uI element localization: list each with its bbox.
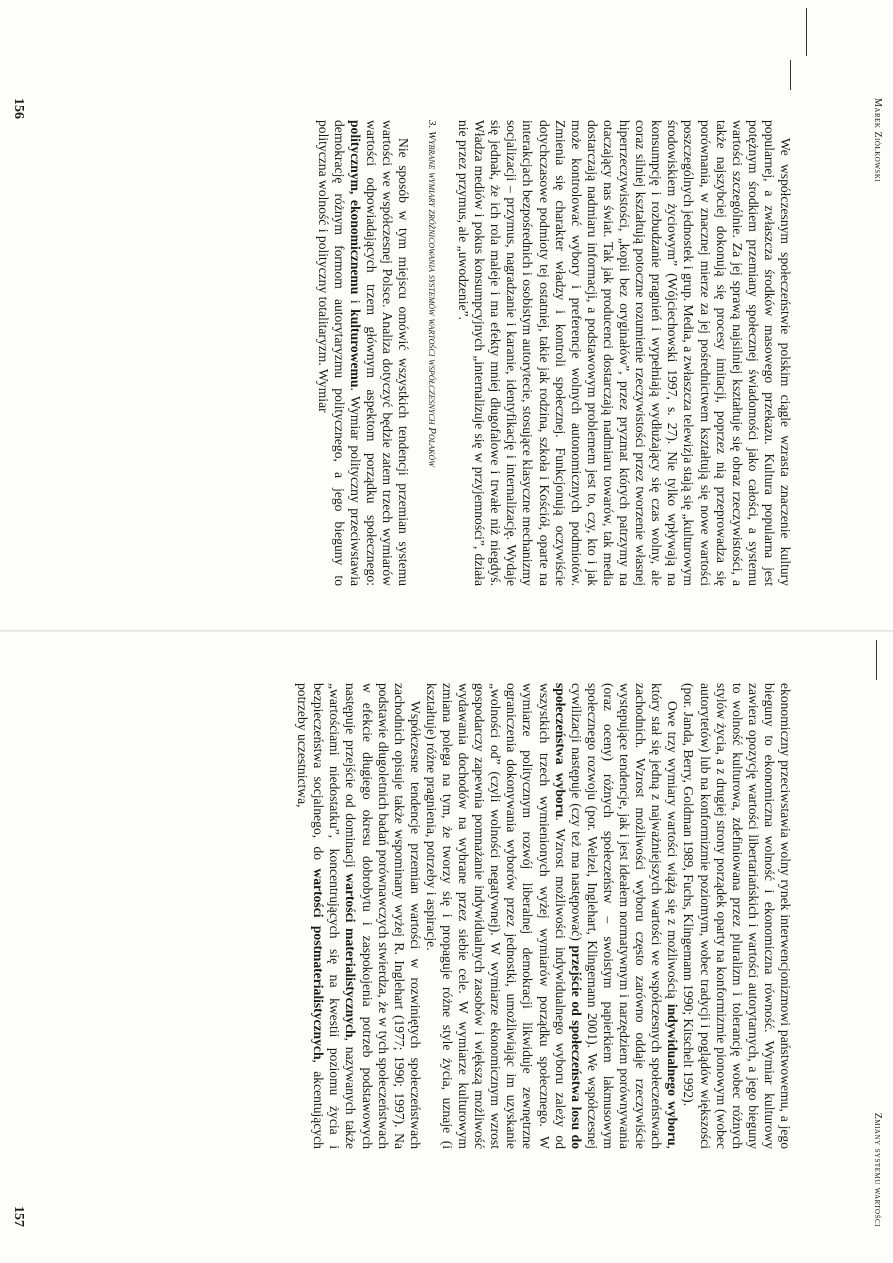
bold-term: wartości postmaterialistycznych — [311, 868, 327, 1060]
text-run: Nie sposób w tym miejscu omówić wszystkich tendencji przemian systemu wartości we współczesnej Polsce. Analiza dotyczyć będzie zatem trzech wymiarów wartości odpowiadających trzem głównym aspektom porządku społecznego: — [363, 120, 412, 586]
bold-term: przejście od społeczeństwa losu do społeczeństwa wyboru — [552, 683, 584, 1150]
right-page-body — [294, 683, 793, 1149]
paragraph — [294, 683, 423, 1149]
bold-term: m, — [347, 179, 363, 200]
text-run: . Wymiar polityczny przeciwstawia demokrację różnym formom autorytaryzmu politycznego, a jego bieguny to polityczna wolność i polityczny totalitaryzm. Wymiar — [315, 120, 363, 587]
text-run: . Wzrost możliwości indywidualnego wyboru zależy od wszystkich trzech wymienionych wyżej wymiarów porządku społecznego. W wymiarze politycznym rozwój liberalnej demokracji likwiduje zewnętrzne ograniczenia dokonywania wyborów przez jednostki, umożliwiając im uzyskanie „wolności od” (czyli wolności negatywnej). W wymiarze ekonomicznym wzrost gospodarczy zapewnia pomnażanie indywidualnych zasobów i większą możliwość wydawania dochodów na wybrane przez siebie cele. W wymiarze kulturowym zmiana polega na tym, że tworzy się i propaguje różne style życia, uznaje (i kształtuje) różne pragnienia, potrzeby i aspiracje. — [423, 683, 568, 1149]
text-run: i — [347, 294, 363, 310]
bold-term: ekonomicznemu — [347, 199, 363, 295]
bold-term: kulturowemu — [347, 309, 363, 388]
paragraph — [314, 120, 411, 586]
paragraph: ekonomiczny przeciwstawia wolny rynek interwencjonizmowi państwowemu, a jego bieguny to ekonomiczna wolność i ekonomiczna równość. Wymiar kulturowy zawiera opozycję wartości libertariańskich i wartości autorytarnych, a jego bieguny to wolność kulturowa, zdefiniowana przez pluralizm i tolerancję wobec różnych stylów życia, a z drugiej strony porządek oparty na konformizmie pionowym (wobec autorytetów) lub na konformizmie poziomym, wobec tradycji i poglądów większości (por. Janda, Berry, Goldman 1989, Fuchs, Klingemann 1990; Kitschelt 1992). — [681, 683, 793, 1149]
page-number: 156 — [11, 98, 26, 119]
text-run: , nazywanych także „wartościami niedostatku”, koncentrujących się na kwestii poziomu życia i bezpieczeństwa socjalnego, do — [311, 683, 359, 1149]
text-run: Współczesne tendencje przemian wartości w rozwiniętych społeczeństwach zachodnich opisuje także wspominany wyżej R. Inglehart (1977; 1990; 1997). Na podstawie długoletnich badań porównawczych stwierdza, że w tych społeczeństwach w efekcie długiego okresu dobrobytu i zaspokojenia potrzeb podstawowych następuje przejście od dominacji — [343, 683, 423, 1149]
left-page-body — [314, 120, 793, 586]
text-run: Owe trzy wymiary wartości wiążą się z możliwością — [665, 701, 681, 1004]
paragraph — [423, 683, 681, 1149]
page-number: 157 — [11, 1206, 26, 1227]
paragraph: We współczesnym społeczeństwie polskim ciągle wzrasta znaczenie kultury popularnej, a zwłaszcza środków masowego przekazu. Kultura popularna jest potężnym środkiem przemiany społecznej świadomości jako całości, a systemu wartości szczególnie. Za jej sprawą najsilniej kształtuje się obraz rzeczywistości, a także najszybciej dokonują się procesy imitacji, poprzez nią przeprowadza się porównania, w znacznej mierze za jej pośrednictwem kształtują się nowe wartości poszczególnych jednostek i grup. Media, a zwłaszcza telewizja stają się „kulturowym środowiskiem życiowym” (Wójciechowski 1997, s. 27). Nie tylko wpływają na konsumpcję i rozbudzanie pragnień i wypełniają wydłużający się czas wolny, ale coraz silniej kształtują potoczne rozumienie rzeczywistości przez tworzenie własnej hiperrzeczywistości, „kopii bez oryginałów”, przez pryzmat których patrzymy na otaczający nas świat. Tak jak producenci dostarczają nadmiaru towarów, tak media dostarczają nadmiaru informacji, a podstawowym problemem jest to, czy, kto i jak może kontrolować wybory i preferencje wolnych autonomicznych podmiotów. Zmienia się charakter władzy i kontroli społecznej. Funkcjonują oczywiście dotychczasowe podmioty tej ostatniej, takie jak rodzina, szkoła i Kościół, oparte na interakcjach bezpośrednich i osobistym autorytecie, stosujące klasyczne mechanizmy socjalizacji – przymus, nagradzanie i karanie, identyfikację i internalizację. Wydaje się jednak, że ich rola maleje i ma efekty mniej długofalowe i trwałe niż niegdyś. Władza mediów i pokus konsumpcyjnych „internalizuje się w przyjemności”, działa nie przez przymus, ale „uwodzenie”. — [456, 120, 793, 586]
text-run: , który stał się jedną z najważniejszych wartości we współczesnych społeczeństwach zachodnich. Wzrost możliwości wyboru często zarówno oddaje rzeczywiście występujące tendencje, jak i jest ideałem normatywnym i narzędziem porównywania (oraz oceny) różnych społeczeństw – swoistym papierkiem lakmusowym społecznego rozwoju (por. Welzel, Inglehart, Klingemann 2001). We współczesnej cywilizacji następuje (czy też ma następować) — [568, 683, 681, 1149]
left-page — [0, 0, 893, 630]
bold-term: indywidualnego wyboru — [665, 1003, 681, 1146]
running-head-author: Marek Ziółkowski — [872, 98, 883, 183]
running-head-title: Zmiany systemu wartości — [872, 1112, 883, 1227]
right-page — [0, 632, 893, 1263]
bold-term: wartości materialistycznych — [343, 873, 359, 1038]
bold-term: polityczny — [347, 120, 363, 180]
section-heading: 3. Wybrane wymiary zróżnicowania systemów wartości współczesnych Polaków — [426, 120, 439, 467]
text-run: , akcentujących potrzeby uczestnictwa, — [295, 683, 327, 1149]
